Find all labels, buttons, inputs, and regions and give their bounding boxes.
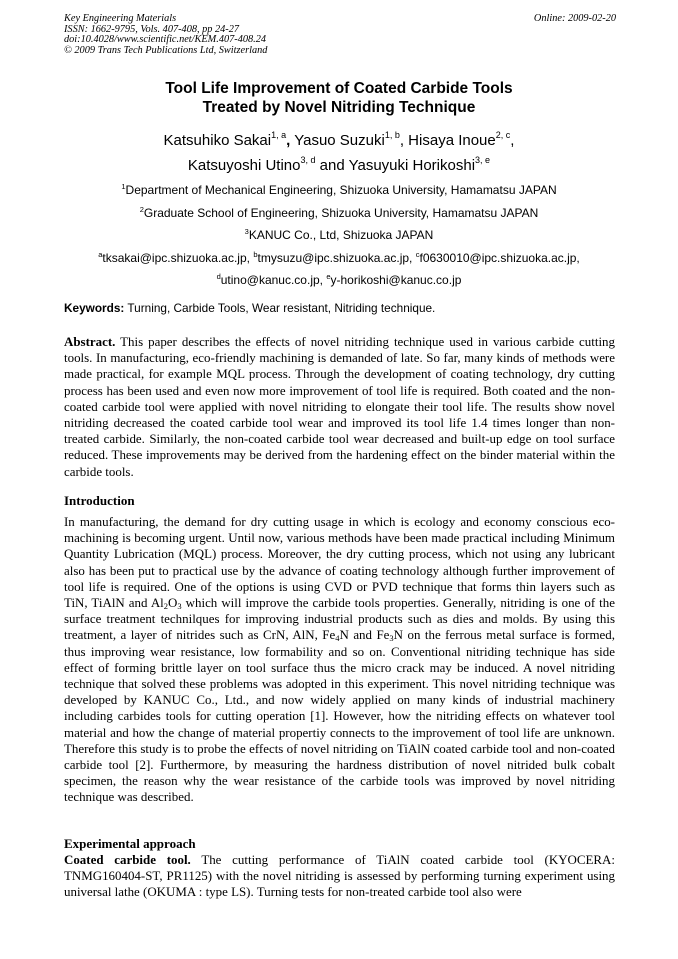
subscript: 4 <box>335 633 340 644</box>
email-link[interactable]: tmysuzu@ipc.shizuoka.ac.jp, <box>257 250 416 265</box>
experimental-heading: Experimental approach <box>64 836 196 851</box>
intro-text: N and Fe <box>339 627 390 643</box>
email-sup: c <box>415 249 420 259</box>
author-name: Katsuyoshi Utino <box>187 157 301 174</box>
email-sup: b <box>253 249 258 259</box>
experimental-paragraph <box>64 852 615 901</box>
author-sep: , <box>286 132 291 149</box>
email-line-1 <box>64 247 614 270</box>
title-line-1: Tool Life Improvement of Coated Carbide Tools <box>165 80 513 97</box>
affiliation-text: Graduate School of Engineering, Shizuoka University, Hamamatsu JAPAN <box>143 205 539 220</box>
author-list <box>64 128 614 178</box>
doi-line: doi:10.4028/www.scientific.net/KEM.407-408.24 <box>64 34 267 46</box>
affiliation-sup: 3 <box>244 227 249 236</box>
author-conjunction: and <box>315 157 349 174</box>
email-line-2 <box>64 269 614 292</box>
experimental-sublabel: Coated carbide tool. <box>64 852 191 867</box>
affiliation-sup: 2 <box>139 204 144 214</box>
author-sup: 1, a <box>271 130 287 140</box>
abstract <box>64 334 615 480</box>
email-sup: e <box>326 272 331 281</box>
copyright-line: © 2009 Trans Tech Publications Ltd, Switzerland <box>64 44 268 56</box>
subscript: 2 <box>163 601 169 612</box>
subscript: 3 <box>177 601 182 612</box>
author-sep: , <box>399 132 405 149</box>
affiliation-1 <box>64 179 614 202</box>
email-link[interactable]: f0630010@ipc.shizuoka.ac.jp, <box>419 250 580 265</box>
online-date: Online: 2009-02-20 <box>533 13 616 24</box>
author-sup: 3, e <box>475 155 491 165</box>
introduction-heading: Introduction <box>64 493 135 508</box>
title-line-2: Treated by Novel Nitriding Technique <box>202 98 476 116</box>
author-line-2 <box>64 153 614 178</box>
email-sup: a <box>98 249 103 259</box>
affiliation-3 <box>64 224 614 247</box>
journal-name: Key Engineering Materials <box>64 13 177 24</box>
paper-title <box>64 80 614 117</box>
author-name: Yasuyuki Horikoshi <box>348 157 476 174</box>
email-sup: d <box>216 272 221 281</box>
subscript: 3 <box>389 633 394 644</box>
affiliation-text: Department of Mechanical Engineering, Shizuoka University, Hamamatsu JAPAN <box>125 183 557 197</box>
affiliation-list <box>64 179 614 292</box>
keywords <box>64 300 616 316</box>
introduction-paragraph <box>64 514 615 806</box>
author-name: Hisaya Inoue <box>404 132 496 149</box>
keywords-label: Keywords: <box>64 301 125 315</box>
affiliation-text: KANUC Co., Ltd, Shizuoka JAPAN <box>248 228 434 242</box>
abstract-text: This paper describes the effects of novel nitriding technique used in various carbide cutting tools. In manufacturing, eco-friendly machining is demanded of late. So far, many kinds of methods were made practical, for example MQL process. Through the development of coating technology, dry cutting process has been used and even now more improvement of tool life is required. Both coated and the non-coated carbide tool were applied with novel nitriding to elongate their tool life. The results show novel nitriding decreased the coated carbide tool wear and improved its tool life 1.4 times longer than non-treated carbide. Similarly, the non-coated carbide tool wear decreased and built-up edge on tool surface reduced. These improvements may be derived from the hardening effect on the binder material within the carbide tools. <box>64 334 615 479</box>
journal-header <box>64 14 616 56</box>
email-link[interactable]: tksakai@ipc.shizuoka.ac.jp, <box>102 250 254 265</box>
email-link[interactable]: y-horikoshi@kanuc.co.jp <box>330 273 462 287</box>
intro-text: O <box>168 595 178 611</box>
intro-text: In manufacturing, the demand for dry cutting usage in which is ecology and economy conscious eco-machining is becoming urgent. Until now, various methods have been made practical including Minimum Quantity Lubrication (MQL) process. Moreover, the dry cutting process, which not using any lubricant also has been put to practical use by the advance of coating technology although further improvement of tool life is required. One of the options is using CVD or PVD technique that forms thin layers such as TiN, TiAlN and Al <box>64 514 615 611</box>
author-sup: 1, b <box>384 130 400 140</box>
affiliation-2 <box>64 202 614 225</box>
issn-line: ISSN: 1662-9795, Vols. 407-408, pp 24-27 <box>64 23 240 35</box>
intro-text: N on the ferrous metal surface is formed, thus improving wear resistance, low formability and so on. Conventional nitriding technique has side effect of forming brittle layer on tool surface thus the micro crack may be induced. A novel nitriding technique that solved these problems was adopted in this experiment. This novel nitriding technique was developed by KANUC Co., Ltd., and now widely applied on many kinds of industrial machinery including carbides tools for cutting operation [1]. However, how the nitriding effects on whatever tool material and how the change of material propertiy connects to the improvement of tool life are unknown. Therefore this study is to probe the effects of novel nitriding on TiAlN coated carbide tool and non-coated carbide tool [2]. Furthermore, by measuring the hardness distribution of novel nitrided bulk cobalt specimen, the reason why the wear resistance of the carbide tools was improved by novel nitriding technique was described. <box>64 627 615 805</box>
author-sup: 2, c <box>495 130 511 140</box>
author-name: Katsuhiko Sakai <box>163 132 272 149</box>
email-link[interactable]: utino@kanuc.co.jp, <box>220 273 327 287</box>
author-line-1 <box>64 128 614 153</box>
author-sep: , <box>510 132 515 149</box>
keywords-text: Turning, Carbide Tools, Wear resistant, Nitriding technique. <box>124 301 436 315</box>
experimental-text: The cutting performance of TiAlN coated carbide tool (KYOCERA: TNMG160404-ST, PR1125) with the novel nitriding is assessed by performing turning experiment using universal lathe (OKUMA : type LS). Turning tests for non-treated carbide tool also were <box>64 852 615 900</box>
intro-text: which will improve the carbide tools properties. Generally, nitriding is one of the surface treatment technilques for improving industrial products such as dies and molds. By using this treatment, a layer of nitrides such as CrN, AlN, Fe <box>64 595 615 643</box>
abstract-label: Abstract. <box>64 334 116 349</box>
author-sup: 3, d <box>300 155 316 165</box>
author-name: Yasuo Suzuki <box>290 132 385 149</box>
affiliation-sup: 1 <box>121 182 126 191</box>
